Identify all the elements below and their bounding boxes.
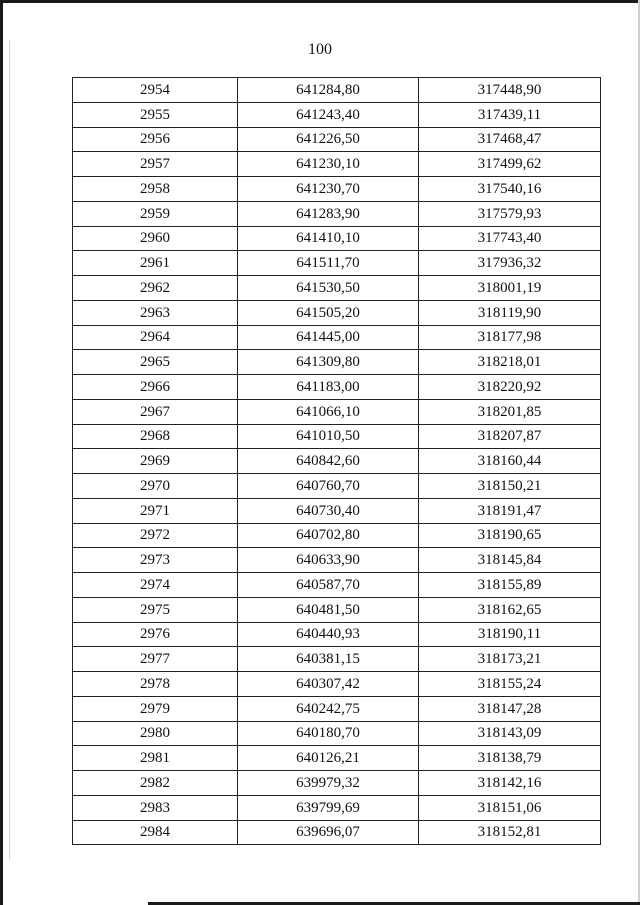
scan-border-left-faint — [9, 40, 10, 860]
point-number-cell: 2983 — [73, 795, 238, 820]
x-coordinate-cell: 640440,93 — [238, 622, 419, 647]
table-row — [73, 375, 601, 400]
point-number-cell: 2965 — [73, 350, 238, 375]
point-number-cell: 2974 — [73, 573, 238, 598]
table-row — [73, 201, 601, 226]
x-coordinate-cell: 640730,40 — [238, 498, 419, 523]
y-coordinate-cell: 318220,92 — [419, 375, 601, 400]
table-row — [73, 647, 601, 672]
y-coordinate-cell: 318152,81 — [419, 820, 601, 845]
x-coordinate-cell: 641309,80 — [238, 350, 419, 375]
page-number: 100 — [308, 41, 332, 58]
y-coordinate-cell: 318119,90 — [419, 300, 601, 325]
table-row — [73, 746, 601, 771]
x-coordinate-cell: 641283,90 — [238, 201, 419, 226]
y-coordinate-cell: 318190,65 — [419, 523, 601, 548]
y-coordinate-cell: 318207,87 — [419, 424, 601, 449]
y-coordinate-cell: 318143,09 — [419, 721, 601, 746]
y-coordinate-cell: 317439,11 — [419, 102, 601, 127]
y-coordinate-cell: 318218,01 — [419, 350, 601, 375]
point-number-cell: 2977 — [73, 647, 238, 672]
y-coordinate-cell: 318147,28 — [419, 696, 601, 721]
table-row — [73, 350, 601, 375]
x-coordinate-cell: 641284,80 — [238, 78, 419, 103]
y-coordinate-cell: 317448,90 — [419, 78, 601, 103]
y-coordinate-cell: 318142,16 — [419, 771, 601, 796]
point-number-cell: 2979 — [73, 696, 238, 721]
table-row — [73, 424, 601, 449]
x-coordinate-cell: 640180,70 — [238, 721, 419, 746]
point-number-cell: 2957 — [73, 152, 238, 177]
x-coordinate-cell: 641243,40 — [238, 102, 419, 127]
table-row — [73, 721, 601, 746]
point-number-cell: 2955 — [73, 102, 238, 127]
x-coordinate-cell: 641511,70 — [238, 251, 419, 276]
table-row — [73, 672, 601, 697]
coordinates-table-body — [73, 78, 601, 845]
y-coordinate-cell: 318151,06 — [419, 795, 601, 820]
x-coordinate-cell: 641230,70 — [238, 177, 419, 202]
y-coordinate-cell: 318191,47 — [419, 498, 601, 523]
y-coordinate-cell: 318162,65 — [419, 597, 601, 622]
x-coordinate-cell: 640702,80 — [238, 523, 419, 548]
y-coordinate-cell: 318177,98 — [419, 325, 601, 350]
point-number-cell: 2968 — [73, 424, 238, 449]
x-coordinate-cell: 640307,42 — [238, 672, 419, 697]
x-coordinate-cell: 639696,07 — [238, 820, 419, 845]
y-coordinate-cell: 318173,21 — [419, 647, 601, 672]
table-row — [73, 325, 601, 350]
x-coordinate-cell: 640587,70 — [238, 573, 419, 598]
point-number-cell: 2966 — [73, 375, 238, 400]
point-number-cell: 2954 — [73, 78, 238, 103]
table-row — [73, 276, 601, 301]
x-coordinate-cell: 641445,00 — [238, 325, 419, 350]
point-number-cell: 2963 — [73, 300, 238, 325]
y-coordinate-cell: 317499,62 — [419, 152, 601, 177]
table-row — [73, 102, 601, 127]
x-coordinate-cell: 641410,10 — [238, 226, 419, 251]
x-coordinate-cell: 640760,70 — [238, 474, 419, 499]
y-coordinate-cell: 317468,47 — [419, 127, 601, 152]
scan-border-left — [0, 0, 3, 905]
y-coordinate-cell: 317579,93 — [419, 201, 601, 226]
table-row — [73, 127, 601, 152]
x-coordinate-cell: 640842,60 — [238, 449, 419, 474]
point-number-cell: 2960 — [73, 226, 238, 251]
x-coordinate-cell: 640126,21 — [238, 746, 419, 771]
scan-border-top — [0, 0, 640, 3]
y-coordinate-cell: 318201,85 — [419, 399, 601, 424]
point-number-cell: 2973 — [73, 548, 238, 573]
point-number-cell: 2970 — [73, 474, 238, 499]
x-coordinate-cell: 639799,69 — [238, 795, 419, 820]
y-coordinate-cell: 318160,44 — [419, 449, 601, 474]
table-row — [73, 523, 601, 548]
point-number-cell: 2964 — [73, 325, 238, 350]
y-coordinate-cell: 318001,19 — [419, 276, 601, 301]
y-coordinate-cell: 318155,24 — [419, 672, 601, 697]
table-row — [73, 399, 601, 424]
table-row — [73, 622, 601, 647]
table-row — [73, 696, 601, 721]
x-coordinate-cell: 641505,20 — [238, 300, 419, 325]
table-row — [73, 795, 601, 820]
y-coordinate-cell: 318190,11 — [419, 622, 601, 647]
coordinates-table — [72, 77, 601, 845]
table-row — [73, 177, 601, 202]
point-number-cell: 2959 — [73, 201, 238, 226]
point-number-cell: 2962 — [73, 276, 238, 301]
x-coordinate-cell: 641226,50 — [238, 127, 419, 152]
table-row — [73, 152, 601, 177]
point-number-cell: 2982 — [73, 771, 238, 796]
point-number-cell: 2972 — [73, 523, 238, 548]
point-number-cell: 2958 — [73, 177, 238, 202]
point-number-cell: 2984 — [73, 820, 238, 845]
x-coordinate-cell: 641010,50 — [238, 424, 419, 449]
x-coordinate-cell: 640481,50 — [238, 597, 419, 622]
table-row — [73, 78, 601, 103]
y-coordinate-cell: 317540,16 — [419, 177, 601, 202]
x-coordinate-cell: 640381,15 — [238, 647, 419, 672]
table-row — [73, 251, 601, 276]
point-number-cell: 2961 — [73, 251, 238, 276]
x-coordinate-cell: 640633,90 — [238, 548, 419, 573]
y-coordinate-cell: 317743,40 — [419, 226, 601, 251]
y-coordinate-cell: 318138,79 — [419, 746, 601, 771]
x-coordinate-cell: 641066,10 — [238, 399, 419, 424]
x-coordinate-cell: 640242,75 — [238, 696, 419, 721]
y-coordinate-cell: 318155,89 — [419, 573, 601, 598]
y-coordinate-cell: 317936,32 — [419, 251, 601, 276]
point-number-cell: 2956 — [73, 127, 238, 152]
table-row — [73, 771, 601, 796]
point-number-cell: 2971 — [73, 498, 238, 523]
table-row — [73, 820, 601, 845]
table-row — [73, 498, 601, 523]
y-coordinate-cell: 318150,21 — [419, 474, 601, 499]
point-number-cell: 2969 — [73, 449, 238, 474]
x-coordinate-cell: 641183,00 — [238, 375, 419, 400]
y-coordinate-cell: 318145,84 — [419, 548, 601, 573]
table-row — [73, 226, 601, 251]
x-coordinate-cell: 641530,50 — [238, 276, 419, 301]
table-row — [73, 548, 601, 573]
point-number-cell: 2975 — [73, 597, 238, 622]
point-number-cell: 2980 — [73, 721, 238, 746]
x-coordinate-cell: 641230,10 — [238, 152, 419, 177]
table-row — [73, 573, 601, 598]
x-coordinate-cell: 639979,32 — [238, 771, 419, 796]
point-number-cell: 2981 — [73, 746, 238, 771]
table-row — [73, 474, 601, 499]
point-number-cell: 2976 — [73, 622, 238, 647]
point-number-cell: 2967 — [73, 399, 238, 424]
table-row — [73, 449, 601, 474]
table-row — [73, 597, 601, 622]
point-number-cell: 2978 — [73, 672, 238, 697]
table-row — [73, 300, 601, 325]
